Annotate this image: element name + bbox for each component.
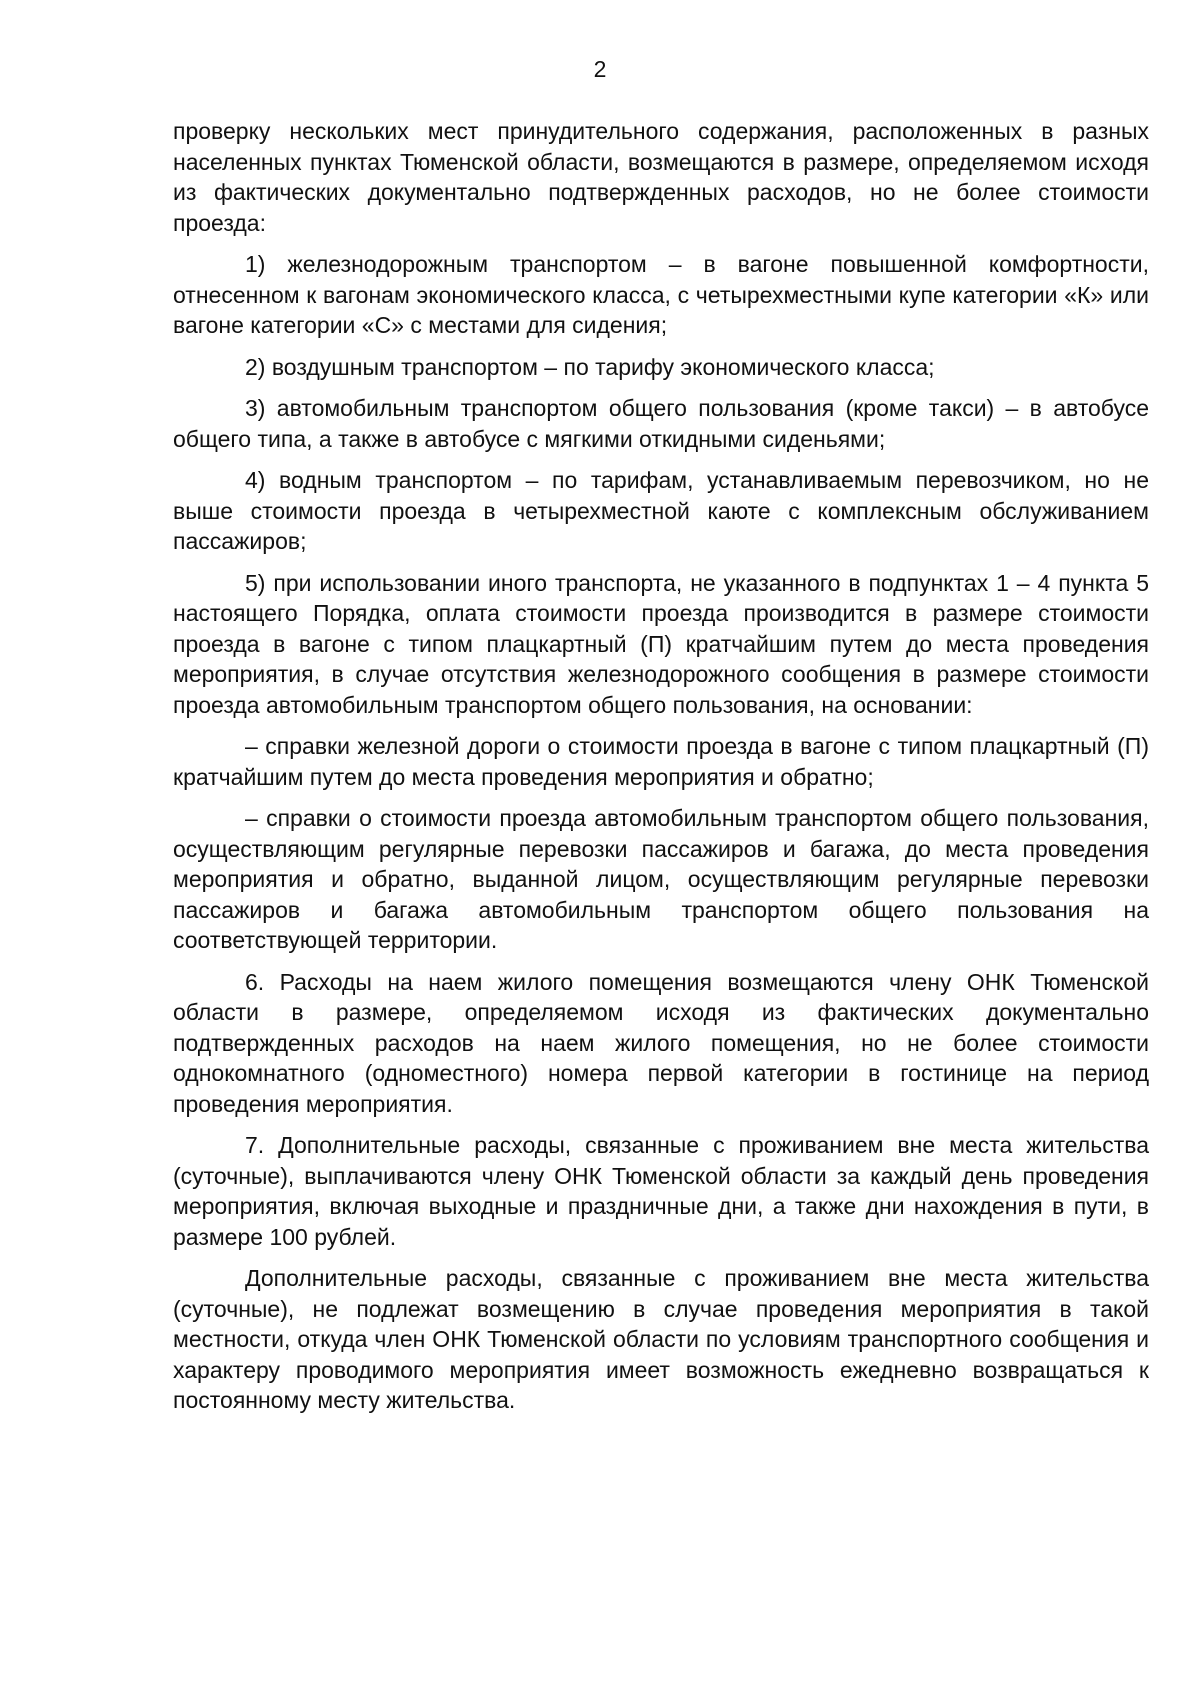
paragraph-other-transport: 5) при использовании иного транспорта, не указанного в подпунктах 1 – 4 пункта 5 настоящего Порядка, оплата стоимости проезда производится в размере стоимости проезда в вагоне с типом плацкартный (П) кратчайшим путем до места проведения мероприятия, в случае отсутствия железнодорожного сообщения в размере стоимости проезда автомобильным транспортом общего пользования, на основании: — [173, 569, 1149, 718]
paragraph-item-7-per-diem: 7. Дополнительные расходы, связанные с проживанием вне места жительства (суточные), выплачиваются члену ОНК Тюменской области за каждый день проведения мероприятия, включая выходные и праздничные дни, а также дни нахождения в пути, в размере 100 рублей. — [173, 1132, 1149, 1250]
paragraph-continuation: проверку нескольких мест принудительного содержания, расположенных в разных населенных пунктах Тюменской области, возмещаются в размере, определяемом исходя из фактических документально подтвержденных расходов, но не более стоимости проезда: — [173, 118, 1149, 236]
paragraph-railway: 1) железнодорожным транспортом – в вагоне повышенной комфортности, отнесенном к вагонам экономического класса, с четырехместными купе категории «К» или вагоне категории «С» с местами для сидения; — [173, 251, 1149, 338]
paragraph-bus: 3) автомобильным транспортом общего пользования (кроме такси) – в автобусе общего типа, а также в автобусе с мягкими откидными сиденьями; — [173, 395, 1149, 452]
paragraph-air: 2) воздушным транспортом – по тарифу экономического класса; — [245, 353, 935, 380]
paragraph-railway-certificate: – справки железной дороги о стоимости проезда в вагоне с типом плацкартный (П) кратчайшим путем до места проведения мероприятия и обратно; — [173, 733, 1149, 790]
page-number: 2 — [593, 56, 607, 82]
paragraph-per-diem-exception: Дополнительные расходы, связанные с проживанием вне места жительства (суточные), не подлежат возмещению в случае проведения мероприятия в такой местности, откуда член ОНК Тюменской области по условиям транспортного сообщения и характеру проводимого мероприятия имеет возможность ежедневно возвращаться к постоянному месту жительства. — [173, 1265, 1149, 1413]
document-body — [173, 116, 1149, 1427]
paragraph-bus-certificate: – справки о стоимости проезда автомобильным транспортом общего пользования, осуществляющим регулярные перевозки пассажиров и багажа, до места проведения мероприятия и обратно, выданной лицом, осуществляющим регулярные перевозки пассажиров и багажа автомобильным транспортом общего пользования на соответствующей территории. — [173, 805, 1149, 953]
paragraph-item-6-accommodation: 6. Расходы на наем жилого помещения возмещаются члену ОНК Тюменской области в размере, определяемом исходя из фактических документально подтвержденных расходов на наем жилого помещения, но не более стоимости однокомнатного (одноместного) номера первой категории в гостинице на период проведения мероприятия. — [173, 968, 1149, 1117]
paragraph-water: 4) водным транспортом – по тарифам, устанавливаемым перевозчиком, но не выше стоимости проезда в четырехместной каюте с комплексным обслуживанием пассажиров; — [173, 467, 1149, 554]
